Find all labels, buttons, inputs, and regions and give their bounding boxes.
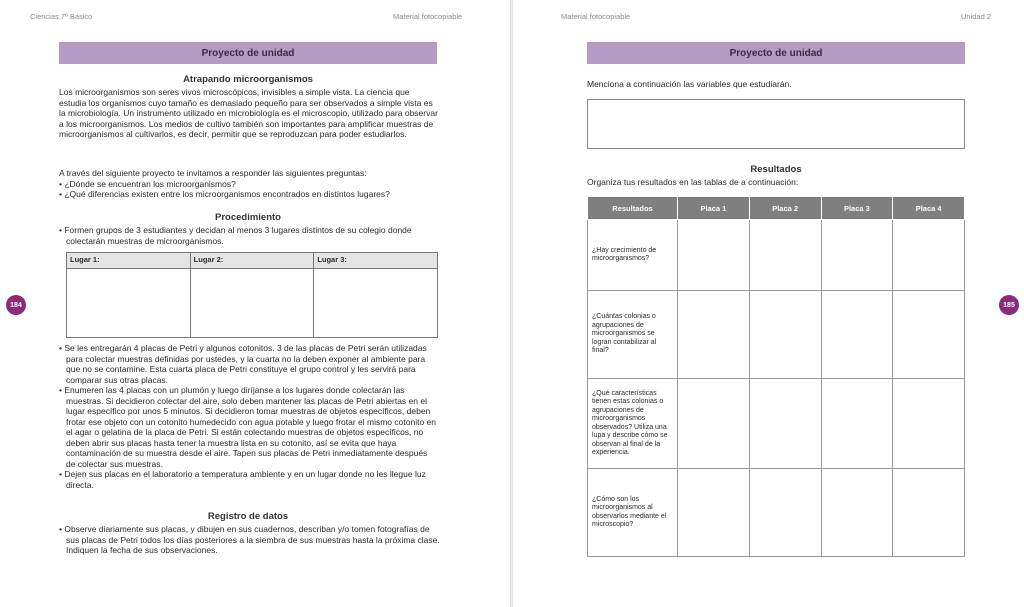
- page-number-badge: 185: [999, 295, 1019, 315]
- procedure-step: • Enumeren las 4 placas con un plumón y luego diríjanse a los lugares donde colectarán las muestras. Si decidieron colectar del aire, solo deben mantener las placas de Petri abiertas en el lugar específico por unos 5 minutos. Si decidieron tomar muestras de objetos específicos, deben frotar ese objeto con un cotonito humedecido con agua potable y luego frotar el mismo cotonito en el agar o gelatina de la placa de Petri. Si están colectando muestras de objetos específicos, no deben abrir sus placas hasta tener la muestra lista en su cotonito, así se evita que haya contaminación de su muestra desde el aire. Tapen sus placas de Petri inmediatamente después de colectar sus muestras.: [59, 385, 436, 469]
- results-col-header: Resultados: [588, 197, 678, 220]
- result-cell[interactable]: [893, 291, 965, 379]
- project-banner: Proyecto de unidad: [587, 42, 965, 64]
- data-record-text: • Observe diariamente sus placas, y dibujen en sus cuadernos, describan y/o tomen fotografías de sus placas de Petri todos los días posteriores a la siembra de sus muestras hasta la próxima clase. Indiquen la fecha de sus observaciones.: [59, 524, 440, 555]
- result-cell[interactable]: [821, 291, 893, 379]
- procedure-heading: Procedimiento: [215, 212, 281, 223]
- place-3-header: Lugar 3:: [314, 253, 438, 269]
- result-question: ¿Cómo son los microorganismos al observarlos mediante el microscopio?: [588, 469, 678, 557]
- questions-intro: A través del siguiente proyecto te invitamos a responder las siguientes preguntas:: [59, 168, 367, 178]
- result-cell[interactable]: [678, 291, 750, 379]
- place-3-cell[interactable]: [314, 269, 438, 338]
- result-cell[interactable]: [893, 220, 965, 291]
- result-cell[interactable]: [821, 379, 893, 469]
- result-cell[interactable]: [749, 291, 821, 379]
- running-head-unit: Unidad 2: [961, 12, 992, 21]
- result-cell[interactable]: [749, 469, 821, 557]
- running-head-photocopiable: Material fotocopiable: [393, 12, 463, 21]
- running-head-photocopiable: Material fotocopiable: [561, 12, 631, 21]
- result-cell[interactable]: [749, 379, 821, 469]
- intro-paragraph: Los microorganismos son seres vivos microscópicos, invisibles a simple vista. La ciencia que estudia los organismos cuyo tamaño es demasiado pequeño para ser observados a simple vista es la microbiología. Un instrumento utilizado en microbiología es el microscopio, utilizado para observar a los microorganismos. Los medios de cultivo también son importantes para amplificar muestras de microorganismos al cultivarlos, es decir, permitir que se reproduzcan para poder estudiarlos.: [59, 87, 438, 139]
- running-head-subject: Ciencias 7º Básico: [30, 12, 93, 21]
- question-item: • ¿Qué diferencias existen entre los microorganismos encontrados en distintos lugares?: [59, 189, 390, 199]
- plate-2-header: Placa 2: [749, 197, 821, 220]
- procedure-list: [59, 343, 438, 490]
- results-intro: Organiza tus resultados en las tablas de a continuación:: [587, 177, 799, 187]
- result-cell[interactable]: [749, 220, 821, 291]
- place-2-cell[interactable]: [190, 269, 314, 338]
- result-question: ¿Hay crecimiento de microorganismos?: [588, 220, 678, 291]
- project-banner: Proyecto de unidad: [59, 42, 437, 64]
- variables-prompt: Menciona a continuación las variables que estudiarán.: [587, 79, 792, 89]
- questions-block: [59, 168, 438, 200]
- plate-4-header: Placa 4: [893, 197, 965, 220]
- result-cell[interactable]: [821, 469, 893, 557]
- project-title: Atrapando microorganismos: [183, 74, 313, 85]
- question-item: • ¿Dónde se encuentran los microorganismos?: [59, 178, 236, 189]
- place-1-cell[interactable]: [67, 269, 191, 338]
- place-1-header: Lugar 1:: [67, 253, 191, 269]
- left-page: [0, 0, 510, 607]
- data-record-heading: Registro de datos: [207, 511, 289, 522]
- procedure-step: • Dejen sus placas en el laboratorio a temperatura ambiente y en un lugar donde no les llegue luz directa.: [59, 469, 426, 490]
- place-2-header: Lugar 2:: [190, 253, 314, 269]
- result-cell[interactable]: [678, 469, 750, 557]
- plate-1-header: Placa 1: [678, 197, 750, 220]
- results-heading: Resultados: [750, 164, 802, 175]
- result-cell[interactable]: [893, 469, 965, 557]
- procedure-step: • Formen grupos de 3 estudiantes y decidan al menos 3 lugares distintos de su colegio donde colectarán muestras de microorganismos.: [59, 225, 412, 246]
- result-question: ¿Qué características tienen estas colonias o agrupaciones de microorganismos observados? Utiliza una lupa y describe cómo se observan al final de la experiencia.: [588, 379, 678, 469]
- result-cell[interactable]: [678, 220, 750, 291]
- result-cell[interactable]: [678, 379, 750, 469]
- procedure-step: • Se les entregarán 4 placas de Petri y algunos cotonitos. 3 de las placas de Petri serán utilizadas para colectar muestras definidas por ustedes, y la cuarta no la deben exponer al ambiente para que no se contamine. Esta cuarta placa de Petri constituye el grupo control y les servirá para comparar sus otras placas.: [59, 343, 427, 385]
- result-question: ¿Cuántas colonias o agrupaciones de microorganismos se logran contabilizar al final?: [588, 291, 678, 379]
- result-cell[interactable]: [821, 220, 893, 291]
- page-number-badge: 184: [6, 295, 26, 315]
- results-table: [587, 196, 965, 557]
- variables-answer-box[interactable]: [587, 99, 965, 149]
- places-table: [66, 252, 438, 338]
- plate-3-header: Placa 3: [821, 197, 893, 220]
- result-cell[interactable]: [893, 379, 965, 469]
